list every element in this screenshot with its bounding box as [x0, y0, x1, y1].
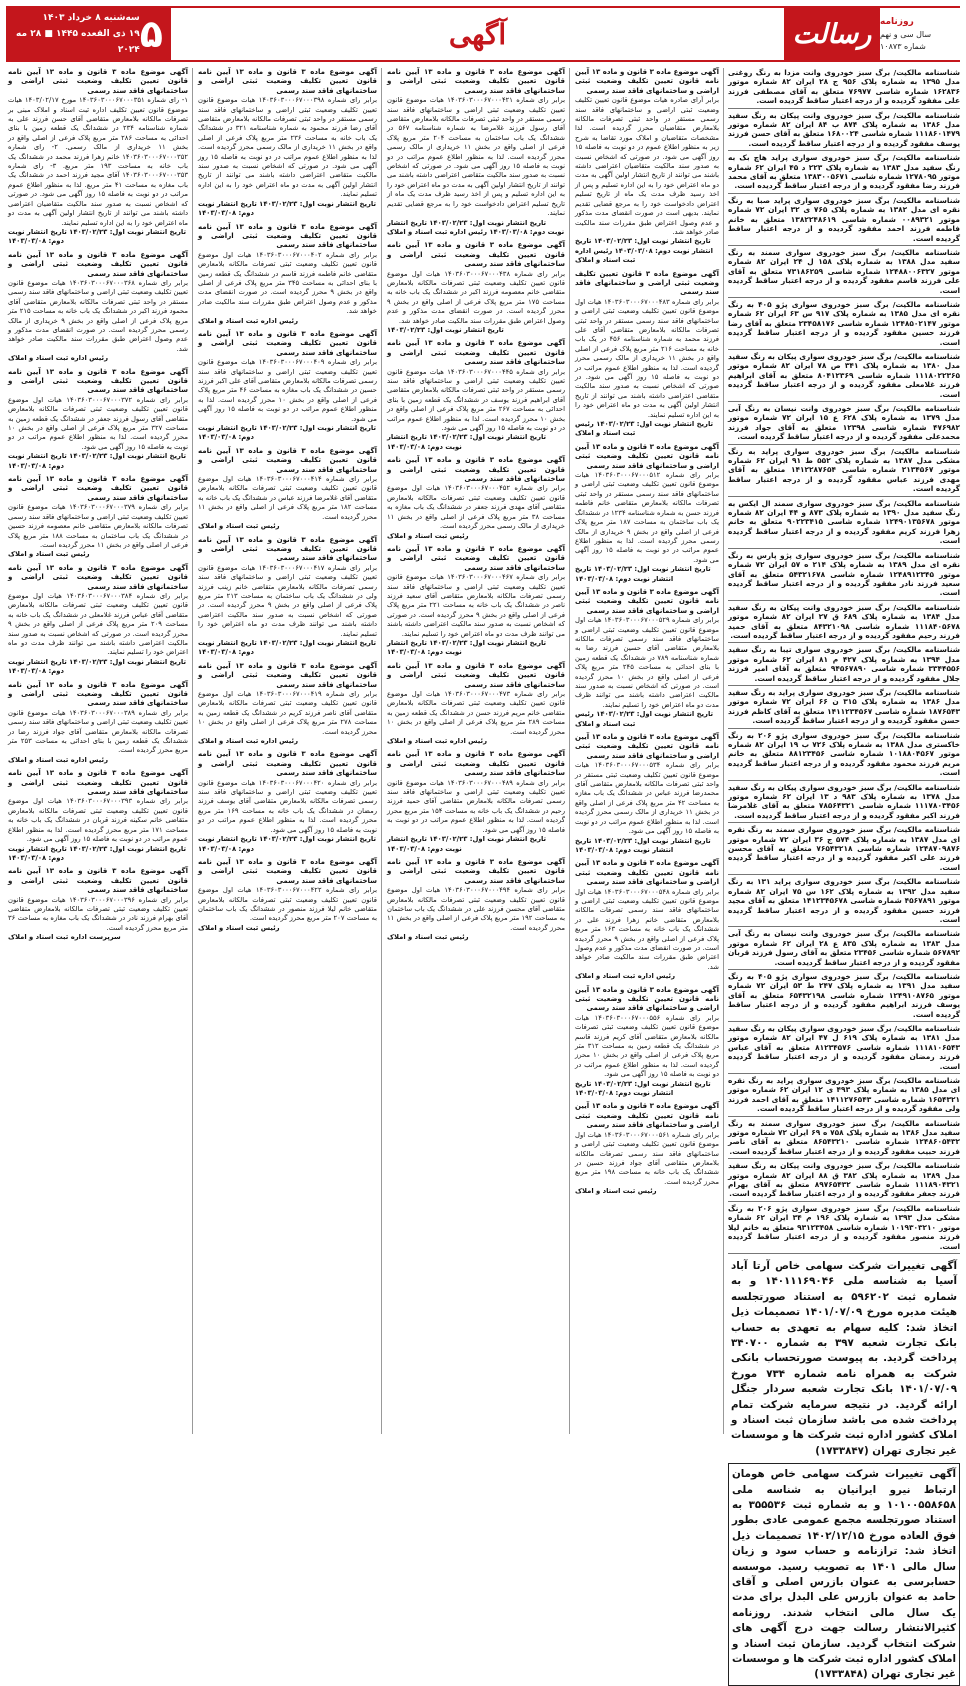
- notice-title: آگهی موضوع ماده ۳ قانون و ماده ۱۳ آیین نامه قانون تعیین تکلیف وضعیت ثبتی اراضی و ساختمانهای فاقد سند رسمی: [387, 661, 565, 689]
- notice-body: برابر رای شماره ۱۴۰۳۶۰۳۰۰۰۶۷۰۰۰۴۵۲ هیات اول موضوع قانون تعیین تکلیف وضعیت ثبتی تصرفات مالکانه بلامعارض متقاضی آقای مهدی فرزند جعفر در ششدانگ یک باب مغازه به مساحت ۳۸ متر مربع پلاک فرعی از اصلی واقع در بخش ۱۱ خریداری از مالک رسمی محرز گردیده است.: [387, 484, 565, 531]
- notice-body: برابر رای شماره ۱۴۰۳۶۰۳۰۰۰۶۷۰۰۰۴۰۹ هیات موضوع قانون تعیین تکلیف وضعیت ثبتی اراضی و ساختمانهای فاقد سند رسمی تصرفات مالکانه بلامعارض متقاضی آقای علی اکبر فرزند حسین در ششدانگ یک باب مغازه به مساحت ۴۶ متر مربع پلاک فرعی از اصلی واقع در بخش ۱۰ محرز گردیده است. لذا به منظور اطلاع عموم مراتب در دو نوبت به فاصله ۱۵ روز آگهی می شود.: [198, 358, 378, 423]
- notice-body: برابر رای شماره ۱۴۰۳۶۰۳۰۰۰۶۷۰۰۰۴۴۵ هیات موضوع قانون تعیین تکلیف وضعیت ثبتی اراضی و ساختمانهای فاقد سند رسمی مستقر در واحد ثبتی تصرفات مالکانه بلامعارض متقاضی آقای ابراهیم فرزند یوسف در ششدانگ یک قطعه زمین با بنای احداثی به مساحت ۲۶۷ متر مربع پلاک فرعی از اصلی واقع در بخش ۱۰ محرز گردیده است. لذا به منظور اطلاع عموم مراتب در دو نوبت به فاصله ۱۵ روز آگهی می شود.: [387, 367, 566, 433]
- newspaper-logo: رسالت: [784, 6, 880, 62]
- notice-sign: تاریخ انتشار نوبت اول: ۱۴۰۳/۰۲/۲۳: [387, 325, 504, 334]
- notice-sign: تاریخ انتشار نوبت اول: ۱۴۰۳/۰۲/۲۳ رئیس ثبت اسناد و املاک: [575, 420, 714, 438]
- notice-body: برابر رای شماره ۱۴۰۳۶۰۳۰۰۰۶۷۰۰۰۳۶۸ هیات موضوع قانون تعیین تکلیف وضعیت ثبتی اراضی و ساختمانهای فاقد سند رسمی مستقر در واحد ثبتی تصرفات مالکانه بلامعارض متقاضی آقای محمود فرزند اکبر در ششدانگ یک باب خانه به مساحت ۲۱۵ متر مربع پلاک فرعی از اصلی واقع در بخش ۹ خریداری از مالک رسمی محرز گردیده است. در صورت انقضای مدت مذکور و عدم وصول اعتراض طبق مقررات سند مالکیت صادر خواهد شد.: [8, 278, 189, 353]
- notice-item: [8, 251, 188, 364]
- notice-item: [728, 783, 960, 824]
- notice-item: [728, 300, 960, 350]
- notice-item: [387, 662, 565, 747]
- company-notice-1-code: (۱۷۳۳۸۴۷): [815, 1444, 869, 1457]
- notice-item: [575, 859, 719, 981]
- notice-title: آگهی موضوع ماده ۳ قانون و ماده ۱۳ آیین نامه قانون تعیین تکلیف وضعیت ثبتی اراضی و ساختمانهای فاقد سند رسمی: [8, 68, 188, 95]
- notice-item: [198, 330, 377, 443]
- company-notice-1: [728, 1256, 960, 1461]
- notice-sign: تاریخ انتشار نوبت اول: ۱۴۰۳/۰۲/۲۳ تاریخ انتشار نوبت دوم: ۱۴۰۳/۰۳/۰۸: [8, 452, 187, 470]
- notice-title: آگهی موضوع ماده ۳ قانون و ماده ۱۳ آیین نامه قانون تعیین تکلیف وضعیت ثبتی اراضی و ساختمانهای فاقد سند رسمی: [387, 241, 565, 269]
- column-divider: [723, 68, 724, 1434]
- notice-body: شناسنامه مالکیت/ برگ سبز خودروی سواری سمند به رنگ سفید مدل ۱۳۸۸ به شماره پلاک ۱۵۸ ل ۲۴ ایران ۸۲ شماره موتور ۱۲۴۸۸۰۰۶۳۲۷ شماره شاسی ۷۳۱۸۶۲۵۹ متعلق به آقای علی فرزند قاسم مفقود گردیده و از درجه اعتبار ساقط گردیده است.: [728, 247, 961, 295]
- vehicle-notices: [728, 68, 960, 1254]
- notice-item: [728, 499, 960, 549]
- land-notices-4: [198, 68, 377, 933]
- notice-sign: رئیس ثبت اسناد و املاک: [387, 531, 469, 540]
- notice-sign: تاریخ انتشار نوبت اول: ۱۴۰۳/۰۲/۲۳ تاریخ انتشار نوبت دوم: ۱۴۰۳/۰۳/۰۸: [8, 844, 187, 862]
- notice-body: شناسنامه مالکیت/ برگ سبز خودروی وانت پیکان به رنگ سفید مدل ۱۳۸۶ به شماره پلاک ۸۷۴ ب ۸۴ ایران ۸۲ شماره موتور ۱۱۱۸۶۰۱۴۷۹ شماره شاسی ۱۶۸۰۰۲۴ متعلق به آقای حسن فرزند یوسف مفقود گردیده و از درجه اعتبار ساقط گردیده است.: [728, 110, 960, 148]
- notice-sign: رئیس اداره ثبت اسناد و املاک: [8, 755, 108, 764]
- notice-body: شناسنامه مالکیت/ برگ سبز خودروی سواری پژو ۲۰۶ به رنگ مشکی مدل ۱۳۹۳ به شماره پلاک ۱۹۶ م ۳۴ ایران ۶۲ شماره موتور ۱۰۱۹۳۰۳۲۱۰ شماره شاسی ۹۳۱۲۳۴۵۸ متعلق به خانم لیلا فرزند منصور مفقود گردیده و از درجه اعتبار ساقط گردیده است.: [728, 1203, 960, 1251]
- notice-sign: تاریخ انتشار نوبت اول: ۱۴۰۳/۰۲/۲۳ تاریخ انتشار نوبت دوم: ۱۴۰۳/۰۳/۰۸: [198, 199, 377, 218]
- notice-item: [728, 688, 960, 729]
- notice-body: برابر رای شماره ۱۴۰۳۶۰۳۰۰۰۶۷۰۰۰۴۰۲ هیات اول موضوع قانون تعیین تکلیف وضعیت ثبتی تصرفات مالکانه بلامعارض متقاضی خانم فاطمه فرزند قاسم در ششدانگ یک قطعه زمین با بنای احداثی به مساحت ۳۴۵ متر مربع پلاک فرعی از اصلی واقع در بخش ۹ محرز گردیده است. در صورت انقضای مدت مذکور و عدم وصول اعتراض طبق مقررات سند مالکیت صادر خواهد شد.: [198, 250, 377, 316]
- notice-sign: تاریخ انتشار نوبت اول: ۱۴۰۳/۰۲/۲۳ تاریخ انتشار نوبت دوم: ۱۴۰۳/۰۳/۰۸ رئیس اداره ثبت اسناد و املاک: [575, 237, 713, 265]
- notice-sign: رئیس اداره ثبت اسناد و املاک: [198, 316, 298, 325]
- notice-sign: تاریخ انتشار نوبت اول: ۱۴۰۳/۰۲/۲۳ تاریخ انتشار نوبت دوم: ۱۴۰۳/۰۳/۰۸: [575, 1079, 711, 1098]
- notice-item: [198, 750, 377, 853]
- notice-item: [198, 223, 377, 326]
- column-3: [385, 68, 567, 1434]
- notice-item: [387, 750, 565, 853]
- notice-sign: رئیس اداره ثبت اسناد و املاک: [8, 354, 108, 363]
- notice-body: شناسنامه مالکیت/ برگ سبز خودروی سواری پراید به رنگ نقره ای مدل ۱۳۸۵ به شماره پلاک ۴۹۳ ی ۱۲ ایران ۶۲ شماره موتور ۱۶۵۴۳۲۱ شماره شاسی ۱۴۱۱۲۷۶۵۴۳ متعلق به آقای احمد فرزند ولی مفقود گردیده و از درجه اعتبار ساقط گردیده است.: [728, 1076, 960, 1114]
- notice-title: آگهی موضوع ماده ۳ قانون و ماده ۱۳ آیین نامه قانون تعیین تکلیف وضعیت ثبتی اراضی و ساختمانهای فاقد سند رسمی: [198, 857, 377, 885]
- notice-sign: رئیس اداره ثبت اسناد و املاک: [387, 737, 487, 746]
- notice-item: [8, 681, 188, 766]
- column-4: [196, 68, 379, 1434]
- notice-body: برابر رای شماره ۱۴۰۳۶۰۳۰۰۰۶۷۰۰۰۵۴۸ هیات اول موضوع قانون تعیین تکلیف وضعیت ثبتی اراضی و ساختمانهای فاقد سند رسمی تصرفات مالکانه بلامعارض متقاضی خانم زهرا فرزند علی در ششدانگ یک باب خانه به مساحت ۱۶۳ متر مربع پلاک فرعی از اصلی واقع در بخش ۹ محرز گردیده است. در صورت انقضای مدت مذکور و عدم وصول اعتراض طبق مقررات سند مالکیت صادر خواهد شد.: [575, 887, 719, 971]
- date-line-2: ۱۹ ذی القعده ۱۴۴۵ ■ ۲۸ مه ۲۰۲۴: [16, 29, 140, 55]
- notice-body: برابر رای شماره ۱۴۰۳۶۰۳۰۰۰۶۷۰۰۰۵۶۱ هیات اول موضوع قانون تعیین تکلیف وضعیت ثبتی اراضی و ساختمانهای فاقد سند رسمی تصرفات مالکانه بلامعارض متقاضی آقای جواد فرزند حسین در ششدانگ یک باب خانه به مساحت ۱۹۸ متر مربع محرز گردیده است.: [575, 1130, 719, 1186]
- page-number: ۵: [139, 12, 163, 56]
- notice-title: آگهی موضوع ماده ۳ قانون و ماده ۱۳ آیین نامه قانون تعیین تکلیف وضعیت ثبتی اراضی و ساختمانهای فاقد سند رسمی: [575, 1102, 719, 1130]
- notice-item: [728, 404, 960, 445]
- notice-body: برابر رای شماره ۱۴۰۳۶۰۳۰۰۰۶۷۰۰۰۳۹۸ هیات موضوع قانون تعیین تکلیف وضعیت ثبتی اراضی و ساختمانهای فاقد سند رسمی مستقر در واحد ثبتی تصرفات مالکانه بلامعارض متقاضی آقای رضا فرزند محمود به شماره شناسنامه ۳۲۱ در ششدانگ یک باب خانه به مساحت ۲۳۶ متر مربع پلاک فرعی از اصلی واقع در بخش ۱۱ خریداری از مالک رسمی محرز گردیده است. لذا به منظور اطلاع عموم مراتب در دو نوبت به فاصله ۱۵ روز آگهی می شود. در صورتی که اشخاص نسبت به صدور سند مالکیت متقاضی اعتراضی داشته باشند می توانند از تاریخ انتشار اولین آگهی به مدت دو ماه اعتراض خود را به این اداره تسلیم نمایند.: [198, 96, 378, 199]
- notice-body: برابر رای شماره ۱۴۰۳۶۰۳۰۰۰۶۷۰۰۰۴۱۷ هیات موضوع قانون تعیین تکلیف وضعیت ثبتی اراضی و ساختمانهای فاقد سند رسمی تصرفات مالکانه بلامعارض متقاضی خانم زینب فرزند ولی در ششدانگ یک باب ساختمان به مساحت ۲۱۳ متر مربع پلاک فرعی از اصلی واقع در بخش ۹ محرز گردیده است. در صورتی که اشخاص نسبت به صدور سند مالکیت اعتراضی داشته باشند می توانند ظرف مدت دو ماه اعتراض خود را تسلیم نمایند.: [198, 563, 378, 638]
- notice-body: برابر رای شماره ۱۴۰۳۶۰۳۰۰۰۶۷۰۰۰۴۷۳ هیات اول موضوع قانون تعیین تکلیف وضعیت ثبتی تصرفات مالکانه بلامعارض متقاضی خانم مریم فرزند حسن در ششدانگ یک قطعه زمین به مساحت ۲۸۹ متر مربع پلاک فرعی از اصلی واقع در بخش ۱۰ محرز گردیده است.: [387, 690, 565, 736]
- notice-body: برابر رای شماره ۱۴۰۳۶۰۳۰۰۰۶۷۰۰۰۴۱۹ هیات اول موضوع قانون تعیین تکلیف وضعیت ثبتی تصرفات مالکانه بلامعارض متقاضی آقای ناصر فرزند کریم در ششدانگ یک قطعه زمین به مساحت ۲۷۸ متر مربع پلاک فرعی از اصلی واقع در بخش ۱۰ محرز گردیده است.: [198, 690, 377, 736]
- notice-body: شناسنامه مالکیت/ برگ سبز خودروی سواری سمند ال ایکس به رنگ سفید مدل ۱۳۹۰ به شماره پلاک ۸۷۳ و ۴۴ ایران ۸۲ شماره موتور ۱۲۴۹۰۱۳۵۶۷۸ شماره شاسی ۹۰۲۲۳۴۱۵ متعلق به خانم زهرا فرزند کریم مفقود گردیده و از درجه اعتبار ساقط گردیده است.: [728, 498, 961, 546]
- notice-body: شناسنامه مالکیت/ برگ سبز خودروی سواری پژو پارس به رنگ نقره ای مدل ۱۳۸۹ به شماره پلاک ۲۱۴ ه ۵۷ ایران ۷۲ شماره موتور ۱۲۴۸۹۱۲۳۴۵ شماره شاسی ۵۴۳۲۱۶۷۸ متعلق به آقای سعید فرزند نادر مفقود گردیده و از درجه اعتبار ساقط گردیده است.: [728, 550, 961, 598]
- notice-body: برابر رای شماره ۱۴۰۳۶۰۳۰۰۰۶۷۰۰۰۳۸۴ هیات اول موضوع قانون تعیین تکلیف وضعیت ثبتی تصرفات مالکانه بلامعارض متقاضی آقای عباس فرزند غلامعلی در ششدانگ یک باب خانه به مساحت ۲۰۹ متر مربع پلاک فرعی از اصلی واقع در بخش ۹ محرز گردیده است. در صورتی که اشخاص نسبت به صدور سند مالکیت اعتراضی داشته باشند می توانند ظرف مدت دو ماه اعتراض خود را تسلیم نمایند.: [8, 591, 188, 657]
- notice-body: شناسنامه مالکیت/ برگ سبز خودروی سواری پیکان به رنگ سفید مدل ۱۳۸۰ به شماره پلاک ۳۴۱ ص ۷۸ ایران ۸۲ شماره موتور ۱۱۱۸۰۲۲۳۶۵ شماره شاسی ۸۰۴۱۲۳۶۹ متعلق به آقای ابراهیم فرزند غلامعلی مفقود گردیده و از درجه اعتبار ساقط گردیده است.: [728, 351, 961, 399]
- notice-body: شناسنامه مالکیت/ برگ سبز خودروی سواری سمند به رنگ نقره ای مدل ۱۳۸۷ به شماره پلاک ۵۷۴ ج ۳۶ ایران ۷۲ شماره موتور ۱۲۴۸۷۰۹۸۷۶ شماره شاسی ۷۶۵۴۳۲۱۸ متعلق به آقای محسن فرزند علی اکبر مفقود گردیده و از درجه اعتبار ساقط گردیده است.: [728, 825, 960, 872]
- notice-body: شناسنامه مالکیت/ برگ سبز خودروی سواری پژو ۲۰۶ به رنگ خاکستری مدل ۱۳۸۸ به شماره پلاک ۷۲۶ ب ۱۹ ایران ۸۲ شماره موتور ۱۰۱۸۸۰۴۵۶۷ شماره شاسی ۸۸۱۲۳۴۵۶ متعلق به خانم مریم فرزند محمود مفقود گردیده و از درجه اعتبار ساقط گردیده است.: [727, 730, 960, 778]
- notice-sign: تاریخ انتشار نوبت اول: ۱۴۰۳/۰۲/۲۳ تاریخ انتشار نوبت دوم: ۱۴۰۳/۰۳/۰۸: [198, 638, 377, 657]
- brand-issue: شماره ۱۰۸۷۳: [880, 41, 926, 51]
- notice-sign: رئیس اداره ثبت اسناد و املاک: [198, 737, 298, 746]
- notice-sign: رئیس ثبت اسناد و املاک: [198, 522, 280, 531]
- notice-body: شناسنامه مالکیت/ برگ سبز خودروی سواری پراید به رنگ مشکی مدل ۱۳۸۷ به شماره پلاک ۵۵۲ ط ۹۱ ایران ۶۲ شماره موتور ۲۱۳۴۵۶۷ شماره شاسی ۱۴۱۲۲۸۷۶۵۴ متعلق به آقای مهدی فرزند عباس مفقود گردیده و از درجه اعتبار ساقط گردیده است.: [728, 446, 960, 494]
- notice-body: برابر رای شماره ۱۴۰۳۶۰۳۰۰۰۶۷۰۰۰۳۹۳ هیات اول موضوع قانون تعیین تکلیف وضعیت ثبتی تصرفات مالکانه بلامعارض متقاضی خانم سکینه فرزند قربان در ششدانگ یک باب خانه به مساحت ۱۷۱ متر مربع محرز گردیده است. لذا به منظور اطلاع عموم مراتب در دو نوبت به فاصله ۱۵ روز آگهی می شود.: [8, 797, 188, 844]
- notice-title: آگهی موضوع ماده ۳ قانون و ماده ۱۳ آیین نامه قانون تعیین تکلیف وضعیت ثبتی اراضی و ساختمانهای فاقد سند رسمی: [8, 867, 188, 895]
- column-divider: [381, 68, 382, 1434]
- date-line-1: سه‌شنبه ۸ خرداد ۱۴۰۳: [42, 13, 140, 23]
- notice-sign: تاریخ انتشار نوبت اول: ۱۴۰۳/۰۲/۲۳ تاریخ انتشار نوبت دوم: ۱۴۰۳/۰۳/۰۸: [387, 433, 547, 451]
- notice-sign: رئیس اداره ثبت اسناد و املاک: [575, 972, 675, 981]
- notice-title: آگهی موضوع ماده ۳ قانون و ماده ۱۳ آیین نامه قانون تعیین تکلیف وضعیت ثبتی اراضی و ساختمانهای فاقد سند رسمی: [387, 544, 565, 572]
- notice-body: برابر رای شماره ۱۴۰۳۶۰۳۰۰۰۶۷۰۰۰۳۸۹ هیات موضوع قانون تعیین تکلیف وضعیت ثبتی اراضی و ساختمانهای فاقد سند رسمی تصرفات مالکانه بلامعارض متقاضی آقای جواد فرزند رضا در ششدانگ یک قطعه زمین با بنای احداثی به مساحت ۲۵۳ متر مربع محرز گردیده است.: [8, 708, 189, 755]
- notice-body: برابر رای شماره ۱۴۰۳۶۰۳۰۰۰۶۷۰۰۰۵۳۴ هیات موضوع قانون تعیین تکلیف وضعیت ثبتی مستقر در واحد ثبتی تصرفات مالکانه بلامعارض متقاضی آقای محمدرضا فرزند عباس در ششدانگ یک باب مغازه به مساحت ۴۲ متر مربع پلاک فرعی از اصلی واقع در بخش ۱۱ خریداری از مالک رسمی محرز گردیده است. لذا به منظور اطلاع عموم مراتب در دو نوبت به فاصله ۱۵ روز آگهی می شود.: [575, 761, 720, 836]
- notice-item: [728, 877, 960, 927]
- notice-body: برابر رای شماره ۱۴۰۳۶۰۳۰۰۰۶۷۰۰۰۴۲۰ هیات موضوع قانون تعیین تکلیف وضعیت ثبتی اراضی و ساختمانهای فاقد سند رسمی تصرفات مالکانه بلامعارض متقاضی آقای یوسف فرزند رمضان در ششدانگ یک باب خانه به مساحت ۱۶۹ متر مربع محرز گردیده است. لذا به منظور اطلاع عموم مراتب در دو نوبت به فاصله ۱۵ روز آگهی می شود.: [198, 778, 378, 834]
- notice-body: شناسنامه مالکیت/ برگ سبز خودروی سواری سمند به رنگ سفید مدل ۱۳۸۶ به شماره پلاک ۷۵۸ ه ۶۹ ایران ۷۲ شماره موتور ۱۲۴۸۶۰۵۴۳۲ شماره شاسی ۸۶۵۴۳۲۱۰ متعلق به آقای ناصر فرزند حبیب مفقود گردیده و از درجه اعتبار ساقط گردیده است.: [728, 1118, 961, 1156]
- notice-item: [387, 68, 565, 237]
- header-dates: [14, 10, 140, 58]
- notice-body: شناسنامه مالکیت/ برگ سبز خودروی سواری پیکان به رنگ سفید مدل ۱۳۸۱ به شماره پلاک ۶۱۹ ل ۴۷ ایران ۸۲ شماره موتور ۱۱۱۸۱۰۶۵۴۳ شماره شاسی ۸۱۲۳۴۵۷۶ متعلق به آقای عباس فرزند رمضان مفقود گردیده و از درجه اعتبار ساقط گردیده است.: [728, 1023, 960, 1071]
- notice-body: برابر رای شماره ۱۴۰۳۶۰۳۰۰۰۶۷۰۰۰۴۱۴ هیات اول موضوع قانون تعیین تکلیف وضعیت ثبتی تصرفات مالکانه بلامعارض متقاضی آقای غلامرضا فرزند عباس در ششدانگ یک باب خانه به مساحت ۱۸۲ متر مربع پلاک فرعی از اصلی واقع در بخش ۱۱ محرز گردیده است.: [197, 475, 377, 521]
- company-notice-2-text: آگهی تغییرات شرکت سهامی خاص هومان ارتباط نیرو ایرانیان به شناسه ملی ۱۰۱۰۰۵۵۸۶۵۸ و به شماره ثبت ۳۵۵۵۳۶ به استناد صورتجلسه مجمع عمومی عادی بطور فوق العاده مورخ ۱۴۰۲/۱۲/۱۵ تصمیمات ذیل اتخاذ شد: ترازنامه و حساب سود و زیان سال مالی ۱۴۰۱ به تصویب رسید. موسسه حسابرسی به عنوان بازرس اصلی و آقای حامد به عنوان بازرس علی البدل برای مدت یک سال مالی انتخاب شدند. روزنامه کثیرالانتشار رسالت جهت درج آگهی های شرکت انتخاب گردید. سازمان ثبت اسناد و املاک کشور اداره ثبت شرکت ها و موسسات غیر تجاری تهران: [731, 1468, 957, 1681]
- notice-body: شناسنامه مالکیت/ برگ سبز خودروی سواری پیکان به رنگ سفید مدل ۱۳۷۸ به شماره پلاک ۹۸۳ د ۱۳ ایران ۶۲ شماره موتور ۱۱۱۷۸۰۳۴۵۶ شماره شاسی ۷۸۵۶۴۳۲۱ متعلق به آقای غلامرضا فرزند اکبر مفقود گردیده و از درجه اعتبار ساقط گردیده است.: [728, 782, 960, 820]
- notice-title: آگهی موضوع ماده ۳ قانون و ماده ۱۳ آیین نامه قانون تعیین تکلیف وضعیت ثبتی اراضی و ساختمانهای فاقد سند رسمی: [575, 587, 719, 615]
- notice-item: [387, 339, 565, 452]
- notice-item: [728, 1204, 960, 1254]
- notice-item: [728, 551, 960, 601]
- notice-title: آگهی موضوع ماده ۳ قانون و ماده ۱۳ آیین نامه قانون تعیین تکلیف وضعیت ثبتی اراضی و ساختمانهای فاقد سند رسمی: [198, 329, 377, 357]
- notice-item: [728, 447, 960, 497]
- land-notices-3: [387, 68, 565, 943]
- notice-sign: تاریخ انتشار نوبت اول: ۱۴۰۳/۰۲/۲۳ تاریخ انتشار نوبت دوم: ۱۴۰۳/۰۳/۰۸: [198, 424, 377, 442]
- notice-sign: تاریخ انتشار نوبت اول: ۱۴۰۳/۰۲/۲۳ تاریخ انتشار نوبت دوم: ۱۴۰۳/۰۳/۰۸: [387, 835, 547, 853]
- notice-item: [8, 368, 188, 471]
- notice-item: [728, 929, 960, 970]
- notice-item: [387, 241, 565, 335]
- company-notice-1-text: آگهی تغییرات شرکت سهامی خاص آرتا آباد آسیا به شناسه ملی ۱۴۰۱۱۱۶۹۰۴۶ و به شماره ثبت ۵۹۶۲۰۲ به استناد صورتجلسه هیئت مدیره مورخ ۱۴۰۱/۰۷/۰۹ تصمیمات ذیل اتخاذ شد: کلیه سهام به تعهدی به حساب بانک تجارت شعبه ۳۹۷ به شماره ۳۴۰۷۰۰ پرداخت گردید. به پیوست صورتحساب بانکی شرکت به همراه نامه شماره ۷۳۴ مورخ ۱۴۰۱/۰۷/۰۹ بانک تجارت شعبه سردار جنگل ارائه گردید. در نتیجه سرمایه شرکت تمام پرداخت شده می باشد سازمان ثبت اسناد و املاک کشور اداره ثبت شرکت ها و موسسات غیر تجاری تهران: [731, 1259, 958, 1457]
- notice-sign: تاریخ انتشار نوبت اول: ۱۴۰۳/۰۲/۲۳ تاریخ انتشار نوبت دوم: ۱۴۰۳/۰۳/۰۸: [575, 565, 711, 583]
- notice-item: [198, 536, 377, 658]
- company-notice-2-code: (۱۷۳۳۸۴۸): [814, 1668, 868, 1681]
- notice-title: آگهی موضوع ماده ۳ قانون و ماده ۱۳ آیین نامه قانون تعیین تکلیف وضعیت ثبتی اراضی و ساختمانهای فاقد سند رسمی: [8, 563, 188, 591]
- notice-body: برابر رای شماره ۱۴۰۳۶۰۳۰۰۰۶۷۰۰۰۳۹۶ هیات موضوع قانون تعیین تکلیف وضعیت ثبتی تصرفات مالکانه بلامعارض متقاضی آقای بهرام فرزند نادر در ششدانگ یک باب مغازه به مساحت ۳۶ متر مربع محرز گردیده است.: [8, 895, 189, 932]
- notice-title: آگهی موضوع ماده ۳ قانون و ماده ۱۳ آیین نامه قانون تعیین تکلیف وضعیت ثبتی اراضی و ساختمانهای فاقد سند رسمی: [575, 733, 719, 760]
- notice-title: آگهی موضوع ماده ۳ قانون و ماده ۱۳ آیین نامه قانون تعیین تکلیف وضعیت ثبتی اراضی و ساختمانهای فاقد سند رسمی: [198, 446, 377, 474]
- notice-body: شناسنامه مالکیت/ برگ سبز خودروی سواری تیبا به رنگ سفید مدل ۱۳۹۴ به شماره پلاک ۴۲۷ م ۸۱ ایران ۶۲ شماره موتور ۳۳۴۴۵۵۶ شماره شاسی ۹۴۵۶۷۸۹۰ متعلق به آقای امیر فرزند جلال مفقود گردیده و از درجه اعتبار ساقط گردیده است.: [728, 645, 960, 683]
- notice-title: آگهی موضوع ماده ۳ قانون و ماده ۱۳ آیین نامه قانون تعیین تکلیف وضعیت ثبتی اراضی و ساختمانهای فاقد سند رسمی: [198, 661, 377, 689]
- notice-title: آگهی موضوع ماده ۳ قانون و ماده ۱۳ آیین نامه قانون تعیین تکلیف وضعیت ثبتی اراضی و ساختمانهای فاقد سند رسمی: [387, 339, 565, 367]
- notice-item: [728, 248, 960, 298]
- notice-body: شناسنامه مالکیت/ برگ سبز خودروی وانت پیکان به رنگ سفید مدل ۱۳۸۹ به شماره پلاک ۳۸۲ ق ۸۸ ایران ۸۲ شماره موتور ۱۱۱۸۹۰۴۳۲۱ شماره شاسی ۸۹۷۶۵۴۳۲ متعلق به آقای بهرام فرزند جعفر مفقود گردیده و از درجه اعتبار ساقط گردیده است.: [728, 1161, 960, 1199]
- column-1: [726, 68, 962, 1681]
- header-date-block: [6, 6, 171, 62]
- notice-item: [198, 68, 377, 219]
- notice-body: ۱- رای شماره ۱۴۰۳۶۰۳۰۰۰۶۷۰۰۰۳۵۱ مورخ ۱۴۰۳/۰۲/۱۷ هیات موضوع قانون تعیین تکلیف اداره ثبت اسناد و املاک مبنی بر تصرفات مالکانه بلامعارض متقاضی آقای حسن فرزند علی به شماره شناسنامه ۲۳۴ در ششدانگ یک قطعه زمین با بنای احداثی به مساحت ۲۸۶ متر مربع پلاک فرعی از اصلی واقع در بخش ۱۱ خریداری از مالک رسمی. ۲- رای شماره ۱۴۰۳۶۰۳۰۰۰۶۷۰۰۰۳۵۲ خانم زهرا فرزند محمد در ششدانگ یک باب خانه به مساحت ۱۹۳ متر مربع. ۳- رای شماره ۱۴۰۳۶۰۳۰۰۰۶۷۰۰۰۳۵۳ آقای مجید فرزند احمد در ششدانگ یک باب مغازه به مساحت ۴۱ متر مربع. لذا به منظور اطلاع عموم مراتب در دو نوبت به فاصله ۱۵ روز آگهی می شود. در صورتی که اشخاص نسبت به صدور سند مالکیت متقاضیان اعتراضی داشته باشند می توانند از تاریخ انتشار اولین آگهی به مدت دو ماه اعتراض خود را به این اداره تسلیم نمایند.: [8, 96, 189, 227]
- column-divider: [569, 68, 570, 1434]
- notice-item: [728, 352, 960, 402]
- notice-title: آگهی موضوع ماده ۳ قانون و ماده ۱۳ آیین نامه قانون تعیین تکلیف وضعیت ثبتی اراضی و ساختمانهای فاقد سند رسمی: [8, 680, 188, 708]
- notice-body: برابر رای شماره ۱۴۰۳۶۰۳۰۰۰۶۷۰۰۰۴۹۴ هیات اول موضوع قانون تعیین تکلیف وضعیت ثبتی تصرفات مالکانه بلامعارض متقاضی آقای محسن فرزند علی در ششدانگ یک باب ساختمان به مساحت ۱۹۲ متر مربع پلاک فرعی از اصلی واقع در بخش ۱۱ محرز گردیده است.: [387, 886, 565, 932]
- notice-item: [387, 858, 565, 943]
- notice-body: برابر رای شماره ۱۴۰۳۶۰۳۰۰۰۶۷۰۰۰۴۶۷ هیات موضوع قانون تعیین تکلیف وضعیت ثبتی اراضی و ساختمانهای فاقد سند رسمی تصرفات مالکانه بلامعارض متقاضی آقای سعید فرزند ناصر در ششدانگ یک باب خانه به مساحت ۲۲۱ متر مربع پلاک فرعی از اصلی واقع در بخش ۹ محرز گردیده است. در صورتی که اشخاص نسبت به صدور سند مالکیت اعتراضی داشته باشند می توانند ظرف مدت دو ماه اعتراض خود را تسلیم نمایند.: [387, 573, 566, 638]
- notice-item: [198, 662, 377, 747]
- notice-sign: تاریخ انتشار نوبت اول: ۱۴۰۳/۰۲/۲۳ تاریخ انتشار نوبت دوم: ۱۴۰۳/۰۳/۰۸: [575, 836, 711, 854]
- notice-body: برابر رای شماره ۱۴۰۳۶۰۳۰۰۰۶۷۰۰۰۴۸۹ هیات موضوع قانون تعیین تکلیف وضعیت ثبتی اراضی و ساختمانهای فاقد سند رسمی تصرفات مالکانه بلامعارض متقاضی آقای حمید فرزند رحیم در ششدانگ یک باب خانه به مساحت ۱۵۴ متر مربع محرز گردیده است. لذا به منظور اطلاع عموم مراتب در دو نوبت به فاصله ۱۵ روز آگهی می شود.: [387, 778, 566, 834]
- notice-item: [728, 1076, 960, 1117]
- notice-body: برابر رای شماره ۱۴۰۳۶۰۳۰۰۰۶۷۰۰۰۴۲۱ هیات موضوع قانون تعیین تکلیف وضعیت ثبتی اراضی و ساختمانهای فاقد سند رسمی مستقر در واحد ثبتی تصرفات مالکانه بلامعارض متقاضی آقای رسول فرزند غلامرضا به شماره شناسنامه ۵۶۷ در ششدانگ یک باب ساختمان به مساحت ۲۰۴ متر مربع پلاک فرعی از اصلی واقع در بخش ۱۱ خریداری از مالک رسمی محرز گردیده است. لذا به منظور اطلاع عموم مراتب در دو نوبت به فاصله ۱۵ روز آگهی می شود. در صورتی که اشخاص نسبت به صدور سند مالکیت متقاضی اعتراضی داشته باشند می توانند از تاریخ انتشار اولین آگهی به مدت دو ماه اعتراض خود را به این اداره تسلیم و پس از اخذ رسید ظرف مدت یک ماه از تاریخ تسلیم اعتراض دادخواست خود را به مرجع قضایی تقدیم نمایند.: [387, 96, 566, 218]
- notice-title: آگهی موضوع ماده ۳ قانون و ماده ۱۳ آیین نامه قانون تعیین تکلیف وضعیت ثبتی اراضی و ساختمانهای فاقد سند رسمی: [8, 367, 188, 395]
- column-2: [573, 68, 721, 1434]
- notice-title: آگهی موضوع ماده ۳ قانون و ماده ۱۳ آیین نامه قانون تعیین تکلیف وضعیت ثبتی اراضی و ساختمانهای فاقد سند رسمی: [387, 68, 565, 95]
- column-divider: [192, 68, 193, 1434]
- notice-body: برابر رای شماره ۱۴۰۳۶۰۳۰۰۰۶۷۰۰۰۳۷۹ هیات موضوع قانون تعیین تکلیف وضعیت ثبتی اراضی و ساختمانهای فاقد سند رسمی تصرفات مالکانه بلامعارض متقاضی خانم معصومه فرزند حسین در ششدانگ یک باب ساختمان به مساحت ۱۸۸ متر مربع پلاک فرعی از اصلی واقع در بخش ۱۱ محرز گردیده است.: [8, 503, 189, 549]
- notice-item: [198, 447, 377, 532]
- notice-sign: تاریخ انتشار نوبت اول: ۱۴۰۳/۰۲/۲۳ تاریخ انتشار نوبت دوم: ۱۴۰۳/۰۳/۰۸ رئیس اداره ثبت اسناد و املاک: [387, 218, 565, 236]
- notice-item: [728, 153, 960, 194]
- notice-body: شناسنامه مالکیت/ برگ سبز خودروی سواری پراید به رنگ سفید مدل ۱۳۸۶ به شماره پلاک ۳۱۵ ن ۶۶ ایران ۷۲ شماره موتور ۱۸۷۶۵۴۳ شماره شاسی ۱۴۱۱۲۳۴۵۶۷ متعلق به آقای کاظم فرزند حسن مفقود گردیده و از درجه اعتبار ساقط گردیده است.: [728, 687, 960, 726]
- notice-title: آگهی موضوع ماده ۳ قانون و ماده ۱۳ آیین نامه قانون تعیین تکلیف وضعیت ثبتی اراضی و ساختمانهای فاقد سند رسمی: [387, 857, 565, 885]
- notice-body: شناسنامه مالکیت/ برگ سبز خودروی وانت پیکان به رنگ سفید مدل ۱۳۸۴ به شماره پلاک ۶۸۹ ق ۲۷ ایران ۸۲ شماره موتور ۱۱۱۸۴۰۵۶۷۸ شماره شاسی ۸۴۳۲۱۰۹۸ متعلق به آقای حمید فرزند رحیم مفقود گردیده و از درجه اعتبار ساقط گردیده است.: [728, 602, 960, 640]
- notice-body: شناسنامه مالکیت/ برگ سبز خودروی وانت مزدا به رنگ روغنی مدل ۱۳۹۵ به شماره پلاک ۹۵۶ ج ۲۸ ایران ۸۲ شماره موتور ۱۶۲۸۳۶ شماره شاسی ۷۶۹۷۷ متعلق به آقای مصطفی فرزند علی مفقود گردیده و از درجه اعتبار ساقط گردیده است.: [728, 68, 961, 106]
- notice-title: آگهی موضوع ماده ۳ قانون و ماده ۱۳ آیین نامه قانون تعیین تکلیف وضعیت ثبتی اراضی و ساختمانهای فاقد سند رسمی: [575, 442, 719, 470]
- notice-title: آگهی موضوع ماده ۳ قانون تعیین تکلیف وضعیت ثبتی اراضی و ساختمانهای فاقد سند رسمی: [575, 269, 719, 297]
- notice-item: [728, 1024, 960, 1074]
- land-notices-5: [8, 68, 188, 943]
- notice-body: شناسنامه مالکیت/ برگ سبز خودروی سواری پراید صبا به رنگ نقره ای مدل ۱۳۸۲ به شماره پلاک ۷۶۵ ی ۳۲ ایران ۷۲ شماره موتور ۰۰۸۹۳۲۱ شماره شاسی ۱۳۸۲۲۴۸۶۱۹ متعلق به خانم فاطمه فرزند احمد مفقود گردیده و از درجه اعتبار ساقط گردیده است.: [728, 195, 960, 243]
- notice-item: [387, 456, 565, 541]
- notice-sign: رئیس ثبت اسناد و املاک: [387, 933, 469, 942]
- notice-item: [728, 825, 960, 875]
- notice-body: شناسنامه مالکیت/ برگ سبز خودروی سواری پژو ۴۰۵ به رنگ سفید مدل ۱۳۹۱ به شماره پلاک ۲۴۷ ط ۵۳ ایران ۷۲ شماره موتور ۱۲۴۹۱۰۸۷۶۵ شماره شاسی ۶۵۴۳۲۱۹۸ متعلق به آقای یوسف فرزند ابراهیم مفقود گردیده و از درجه اعتبار ساقط گردیده است.: [728, 971, 961, 1019]
- notice-item: [198, 858, 377, 933]
- column-5: [6, 68, 190, 1434]
- notice-item: [8, 564, 188, 677]
- notice-item: [728, 731, 960, 781]
- notice-item: [575, 986, 719, 1099]
- notice-title: آگهی موضوع ماده ۳ قانون و ماده ۱۳ آیین نامه قانون تعیین تکلیف وضعیت ثبتی اراضی و ساختمانهای فاقد سند رسمی: [387, 750, 565, 778]
- notice-item: [575, 270, 719, 439]
- notice-body: برابر رای شماره ۱۴۰۳۶۰۳۰۰۰۶۷۰۰۰۴۸۳ هیات اول موضوع قانون تعیین تکلیف وضعیت ثبتی اراضی و ساختمانهای فاقد سند رسمی مستقر در واحد ثبتی تصرفات مالکانه بلامعارض متقاضی آقای علی فرزند محمد به شماره شناسنامه ۴۵۶ در یک باب خانه به مساحت ۲۱۶ متر مربع پلاک فرعی از اصلی واقع در بخش ۱۱ خریداری از مالک رسمی محرز گردیده است. لذا به منظور اطلاع عموم مراتب در دو نوبت به فاصله ۱۵ روز آگهی می شود. در صورتی که اشخاص نسبت به صدور سند مالکیت متقاضی اعتراضی داشته باشند می توانند از تاریخ انتشار اولین آگهی به مدت دو ماه اعتراض خود را به این اداره تسلیم نمایند.: [575, 297, 720, 419]
- notice-body: برابر رای شماره ۱۴۰۳۶۰۳۰۰۰۶۷۰۰۰۵۲۹ هیات اول موضوع قانون تعیین تکلیف وضعیت ثبتی اراضی و ساختمانهای فاقد سند رسمی تصرفات مالکانه بلامعارض متقاضی آقای حسین فرزند رضا به شماره شناسنامه ۷۸۹ در ششدانگ یک قطعه زمین با بنای احداثی به مساحت ۲۴۵ متر مربع پلاک فرعی از اصلی واقع در بخش ۱۰ محرز گردیده است. در صورتی که اشخاص نسبت به صدور سند مالکیت اعتراضی داشته باشند می توانند ظرف مدت دو ماه اعتراض خود را تسلیم نمایند.: [575, 616, 719, 709]
- page-header: [6, 6, 960, 62]
- notice-item: [728, 972, 960, 1022]
- notice-item: [575, 733, 719, 855]
- notice-item: [728, 645, 960, 686]
- company-notice-2: [728, 1463, 960, 1686]
- notice-title: آگهی موضوع ماده ۳ قانون و ماده ۱۳ آیین نامه قانون تعیین تکلیف وضعیت ثبتی اراضی و ساختمانهای فاقد سند رسمی: [8, 769, 188, 797]
- notice-sign: رئیس ثبت اسناد و املاک: [575, 1187, 657, 1196]
- notice-sign: تاریخ انتشار نوبت اول: ۱۴۰۳/۰۲/۲۳ تاریخ انتشار نوبت دوم: ۱۴۰۳/۰۳/۰۸: [387, 638, 547, 657]
- notice-item: [387, 545, 565, 658]
- notice-item: [8, 475, 188, 560]
- notice-body: برابر رای شماره ۱۴۰۳۶۰۳۰۰۰۶۷۰۰۰۴۲۲ هیات اول موضوع قانون تعیین تکلیف وضعیت ثبتی تصرفات مالکانه بلامعارض متقاضی خانم لیلا فرزند منصور در ششدانگ یک باب ساختمان به مساحت ۲۰۷ متر مربع محرز گردیده است.: [198, 886, 377, 923]
- notice-title: آگهی موضوع ماده ۳ قانون و ماده ۱۳ آیین نامه قانون تعیین تکلیف وضعیت ثبتی اراضی و ساختمانهای فاقد سند رسمی: [198, 222, 377, 250]
- notice-sign: تاریخ انتشار نوبت اول: ۱۴۰۳/۰۲/۲۳ تاریخ انتشار نوبت دوم: ۱۴۰۳/۰۳/۰۸: [8, 657, 187, 676]
- notice-body: شناسنامه مالکیت/ برگ سبز خودروی سواری پراید ۱۳۱ به رنگ سفید مدل ۱۳۹۲ به شماره پلاک ۱۶۲ س ۷۵ ایران ۸۲ شماره موتور ۴۵۶۷۸۹۱ شماره شاسی ۱۴۱۲۳۴۵۶۷۸ متعلق به آقای مجید فرزند حسین مفقود گردیده و از درجه اعتبار ساقط گردیده است.: [728, 877, 960, 924]
- notice-item: [728, 196, 960, 246]
- notice-item: [728, 68, 960, 109]
- notice-item: [575, 588, 719, 729]
- notice-body: برابر آرای صادره هیات موضوع قانون تعیین تکلیف وضعیت ثبتی اراضی و ساختمانهای فاقد سند رسمی مستقر در واحد ثبتی تصرفات مالکانه بلامعارض متقاضیان محرز گردیده است. لذا مشخصات متقاضیان و املاک مورد تقاضا به شرح زیر به منظور اطلاع عموم در دو نوبت به فاصله ۱۵ روز آگهی می شود. در صورتی که اشخاص نسبت به صدور سند مالکیت متقاضیان اعتراضی داشته باشند می توانند از تاریخ انتشار اولین آگهی به مدت دو ماه اعتراض خود را به این اداره تسلیم و پس از اخذ رسید ظرف مدت یک ماه از تاریخ تسلیم اعتراض دادخواست خود را به مرجع قضایی تقدیم نمایند. بدیهی است در صورت انقضای مدت مذکور و عدم وصول اعتراض طبق مقررات سند مالکیت صادر خواهد شد.: [575, 96, 719, 236]
- notice-item: [728, 603, 960, 644]
- notice-sign: رئیس ثبت اسناد و املاک: [198, 923, 280, 932]
- brand-block: [880, 6, 960, 62]
- notice-body: برابر رای شماره ۱۴۰۳۶۰۳۰۰۰۶۷۰۰۰۵۱۲ هیات موضوع قانون تعیین تکلیف وضعیت ثبتی اراضی و ساختمانهای فاقد سند رسمی مستقر در واحد ثبتی تصرفات مالکانه بلامعارض متقاضی خانم فاطمه فرزند حسن به شماره شناسنامه ۱۲۳۴ در ششدانگ یک باب ساختمان به مساحت ۱۸۷ متر مربع پلاک فرعی از اصلی واقع در بخش ۹ خریداری از مالک رسمی محرز گردیده است. لذا به منظور اطلاع عموم مراتب در دو نوبت به فاصله ۱۵ روز آگهی می شود.: [575, 471, 720, 564]
- notice-sign: سرپرست اداره ثبت اسناد و املاک: [8, 933, 121, 942]
- notice-title: آگهی موضوع ماده ۳ قانون و ماده ۱۳ آیین نامه قانون تعیین تکلیف وضعیت ثبتی اراضی و ساختمانهای فاقد سند رسمی: [8, 475, 188, 502]
- notice-sign: تاریخ انتشار نوبت اول: ۱۴۰۳/۰۲/۲۳ رئیس ثبت اسناد و املاک: [575, 710, 714, 728]
- notice-body: شناسنامه مالکیت/ برگ سبز خودروی وانت نیسان به رنگ آبی مدل ۱۳۷۹ به شماره پلاک ۶۲۸ ع ۱۵ ایران ۷۲ شماره موتور ۴۷۶۹۸۲ شماره شاسی ۱۲۳۹۸ متعلق به آقای جواد فرزند محمدعلی مفقود گردیده و از درجه اعتبار ساقط گردیده است.: [728, 404, 961, 442]
- notice-item: [728, 1119, 960, 1160]
- notice-item: [575, 68, 719, 266]
- notice-body: شناسنامه مالکیت/ برگ سبز خودروی سواری پژو ۴۰۵ به رنگ نقره ای مدل ۱۳۸۵ به شماره پلاک ۹۱۷ س ۶۳ ایران ۶۲ شماره موتور ۱۲۴۸۵۰۲۱۴۷ شماره شاسی ۲۳۴۵۸۱۷۶ متعلق به آقای رضا فرزند حسین مفقود گردیده و از درجه اعتبار ساقط گردیده است.: [728, 299, 960, 347]
- notice-sign: رئیس ثبت اسناد و املاک: [8, 550, 90, 559]
- notice-item: [8, 867, 188, 942]
- brand-year: سال سی و نهم: [880, 29, 932, 39]
- notice-body: شناسنامه مالکیت/ برگ سبز خودروی سواری پراید هاچ بک به رنگ سفید مدل ۱۳۸۳ به شماره پلاک ۲۲۳ د ۴۵ ایران ۶۲ شماره موتور ۱۲۷۸۰۹۵ شماره شاسی ۱۳۸۳۰۰۵۶۷۱ متعلق به آقای محمد فرزند رضا مفقود گردیده و از درجه اعتبار ساقط گردیده است.: [728, 153, 961, 191]
- notice-title: آگهی موضوع ماده ۳ قانون و ماده ۱۳ آیین نامه قانون تعیین تکلیف وضعیت ثبتی اراضی و ساختمانهای فاقد سند رسمی: [387, 456, 565, 484]
- notice-title: آگهی موضوع ماده ۳ قانون و ماده ۱۳ آیین نامه قانون تعیین تکلیف وضعیت ثبتی اراضی و ساختمانهای فاقد سند رسمی: [575, 985, 719, 1013]
- notice-title: آگهی موضوع ماده ۳ قانون و ماده ۱۳ آیین نامه قانون تعیین تکلیف وضعیت ثبتی اراضی و ساختمانهای فاقد سند رسمی: [198, 750, 377, 778]
- notice-item: [728, 1161, 960, 1202]
- notice-body: برابر رای شماره ۱۴۰۳۶۰۳۰۰۰۶۷۰۰۰۳۷۲ هیات اول موضوع قانون تعیین تکلیف وضعیت ثبتی تصرفات مالکانه بلامعارض متقاضی آقای رسول فرزند جعفر در ششدانگ یک قطعه زمین به مساحت ۳۲۷ متر مربع پلاک فرعی از اصلی واقع در بخش ۱۰ محرز گردیده است. لذا به منظور اطلاع عموم مراتب در دو نوبت به فاصله ۱۵ روز آگهی می شود.: [8, 395, 188, 451]
- notice-item: [8, 769, 188, 863]
- land-notices-2: [575, 68, 719, 1197]
- notice-body: شناسنامه مالکیت/ برگ سبز خودروی وانت نیسان به رنگ آبی مدل ۱۳۸۳ به شماره پلاک ۸۳۵ ع ۲۸ ایران ۶۲ شماره موتور ۵۶۷۸۹۲ شماره شاسی ۲۳۴۵۶ متعلق به آقای رسول فرزند قربان مفقود گردیده و از درجه اعتبار ساقط گردیده است.: [728, 929, 960, 967]
- notice-title: آگهی موضوع ماده ۳ قانون و ماده ۱۳ آیین نامه قانون تعیین تکلیف وضعیت ثبتی اراضی و ساختمانهای فاقد سند رسمی: [575, 68, 719, 95]
- notice-item: [728, 111, 960, 152]
- notice-body: برابر رای شماره ۱۴۰۳۶۰۳۰۰۰۶۷۰۰۰۵۵۶ هیات موضوع قانون تعیین تکلیف وضعیت ثبتی تصرفات مالکانه بلامعارض متقاضی آقای کریم فرزند قاسم در ششدانگ یک قطعه زمین به مساحت ۳۱۲ متر مربع پلاک فرعی از اصلی واقع در بخش ۱۰ محرز گردیده است. لذا به منظور اطلاع عموم مراتب در دو نوبت به فاصله ۱۵ روز آگهی می شود.: [575, 1013, 720, 1079]
- section-title: آگهی: [448, 17, 507, 51]
- brand-label: روزنامه: [880, 16, 914, 27]
- notice-title: آگهی موضوع ماده ۳ قانون و ماده ۱۳ آیین نامه قانون تعیین تکلیف وضعیت ثبتی اراضی و ساختمانهای فاقد سند رسمی: [198, 535, 377, 563]
- section-banner: [171, 6, 784, 62]
- notice-body: برابر رای شماره ۱۴۰۳۶۰۳۰۰۰۶۷۰۰۰۴۳۸ هیات اول موضوع قانون تعیین تکلیف وضعیت ثبتی تصرفات مالکانه بلامعارض متقاضی خانم معصومه فرزند اکبر در ششدانگ یک باب خانه به مساحت ۱۷۵ متر مربع پلاک فرعی از اصلی واقع در بخش ۹ محرز گردیده است. در صورت انقضای مدت مذکور و عدم وصول اعتراض طبق مقررات سند مالکیت صادر خواهد شد.: [387, 269, 565, 325]
- notice-title: آگهی موضوع ماده ۳ قانون و ماده ۱۳ آیین نامه قانون تعیین تکلیف وضعیت ثبتی اراضی و ساختمانهای فاقد سند رسمی: [575, 859, 719, 887]
- notice-sign: تاریخ انتشار نوبت اول: ۱۴۰۳/۰۲/۲۳ تاریخ انتشار نوبت دوم: ۱۴۰۳/۰۳/۰۸: [198, 835, 377, 853]
- notice-title: آگهی موضوع ماده ۳ قانون و ماده ۱۳ آیین نامه قانون تعیین تکلیف وضعیت ثبتی اراضی و ساختمانهای فاقد سند رسمی: [8, 250, 188, 278]
- notice-item: [575, 1102, 719, 1196]
- notice-title: آگهی موضوع ماده ۳ قانون و ماده ۱۳ آیین نامه قانون تعیین تکلیف وضعیت ثبتی اراضی و ساختمانهای فاقد سند رسمی: [198, 68, 377, 95]
- notice-sign: تاریخ انتشار نوبت اول: ۱۴۰۳/۰۲/۲۳ تاریخ انتشار نوبت دوم: ۱۴۰۳/۰۳/۰۸: [8, 227, 187, 246]
- notice-item: [575, 443, 719, 584]
- notice-item: [8, 68, 188, 247]
